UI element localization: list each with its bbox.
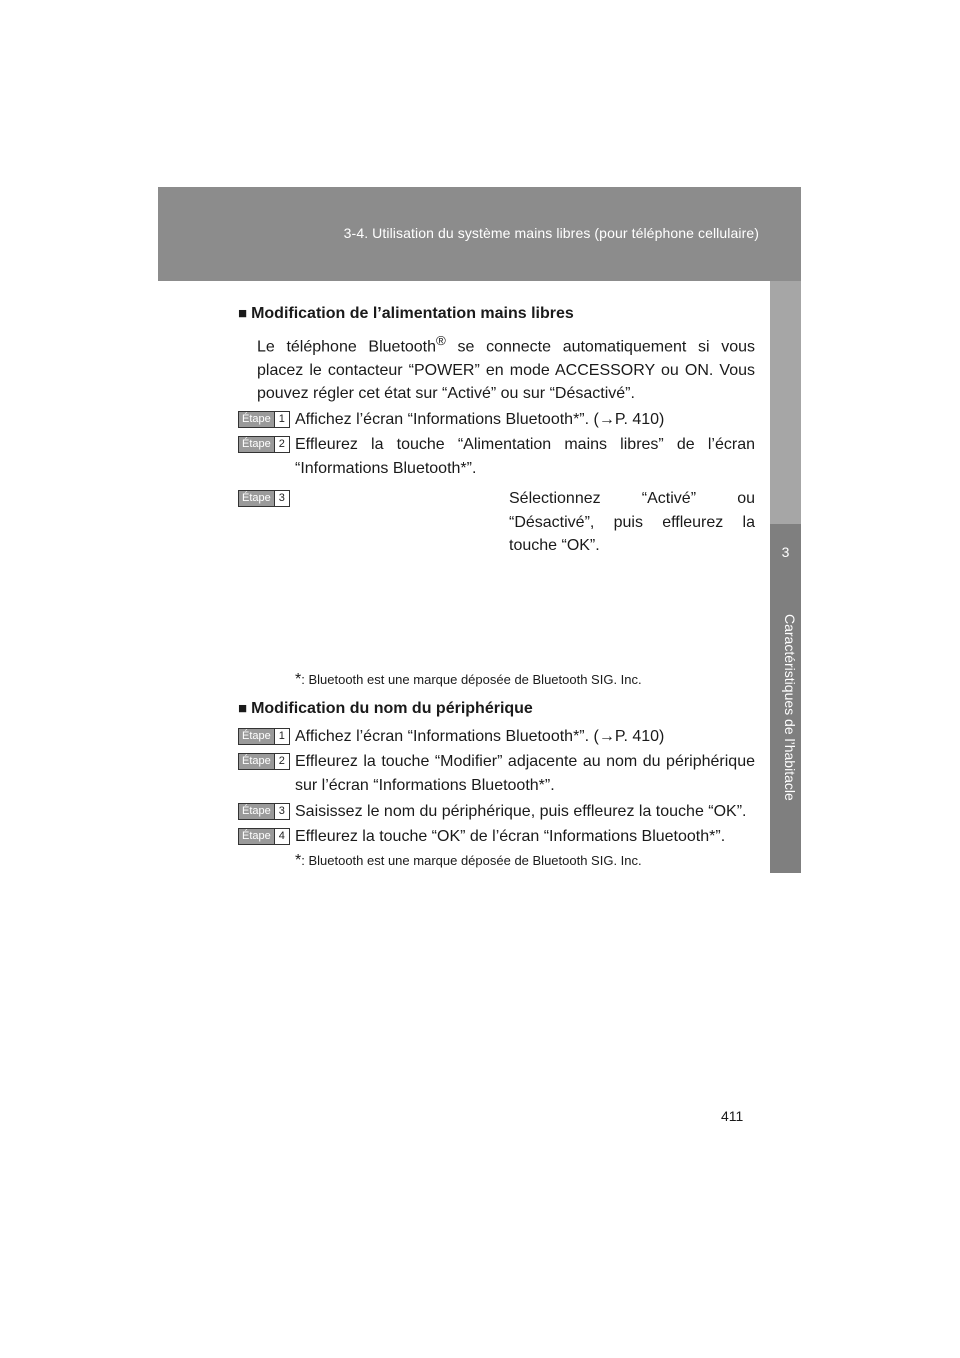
section-title: 3-4. Utilisation du système mains libres (pour téléphone cellulaire) bbox=[343, 225, 759, 241]
heading-text: Modification du nom du périphérique bbox=[251, 700, 533, 717]
step-badge: Étape 2 bbox=[238, 753, 290, 770]
heading-text: Modification de l’alimentation mains libres bbox=[251, 305, 574, 322]
step-badge: Étape 4 bbox=[238, 828, 290, 845]
section-heading-device-name bbox=[238, 700, 533, 718]
step-text: Effleurez la touche “OK” de l’écran “Informations Bluetooth*”. bbox=[295, 828, 726, 845]
header-bar bbox=[158, 187, 801, 281]
step-badge: Étape 3 bbox=[238, 490, 290, 507]
step-text: Effleurez la touche “Alimentation mains libres” de l’écran “Informations Bluetooth*”. bbox=[295, 436, 755, 477]
step-text: Affichez l’écran “Informations Bluetooth*”. (→P. 410) bbox=[295, 411, 665, 428]
chapter-number: 3 bbox=[781, 544, 790, 560]
page-number: 411 bbox=[721, 1108, 744, 1124]
step-text: Affichez l’écran “Informations Bluetooth*”. (→P. 410) bbox=[295, 728, 665, 745]
step-badge: Étape 3 bbox=[238, 803, 290, 820]
step-text: Saisissez le nom du périphérique, puis effleurez la touche “OK”. bbox=[295, 803, 747, 820]
black-square-icon: ■ bbox=[238, 700, 248, 717]
step-badge: Étape 1 bbox=[238, 728, 290, 745]
intro-paragraph: Le téléphone Bluetooth® se connecte automatiquement si vous placez le contacteur “POWER” en mode ACCESSORY ou ON. Vous pouvez régler cet état sur “Activé” ou sur “Désactivé”. bbox=[257, 333, 755, 403]
black-square-icon: ■ bbox=[238, 305, 248, 322]
step-badge: Étape 1 bbox=[238, 411, 290, 428]
chapter-title: Caractéristiques de l’habitacle bbox=[782, 614, 798, 801]
step-text: Effleurez la touche “Modifier” adjacente au nom du périphérique sur l’écran “Informations Bluetooth*”. bbox=[295, 753, 755, 794]
chapter-tab bbox=[770, 524, 801, 873]
step-badge: Étape 2 bbox=[238, 436, 290, 453]
section-heading-power bbox=[238, 305, 574, 323]
step-text: Sélectionnez “Activé” ou “Désactivé”, puis effleurez la touche “OK”. bbox=[509, 490, 755, 554]
footnote: *: Bluetooth est une marque déposée de Bluetooth SIG. Inc. bbox=[295, 852, 642, 869]
footnote: *: Bluetooth est une marque déposée de Bluetooth SIG. Inc. bbox=[295, 671, 642, 688]
